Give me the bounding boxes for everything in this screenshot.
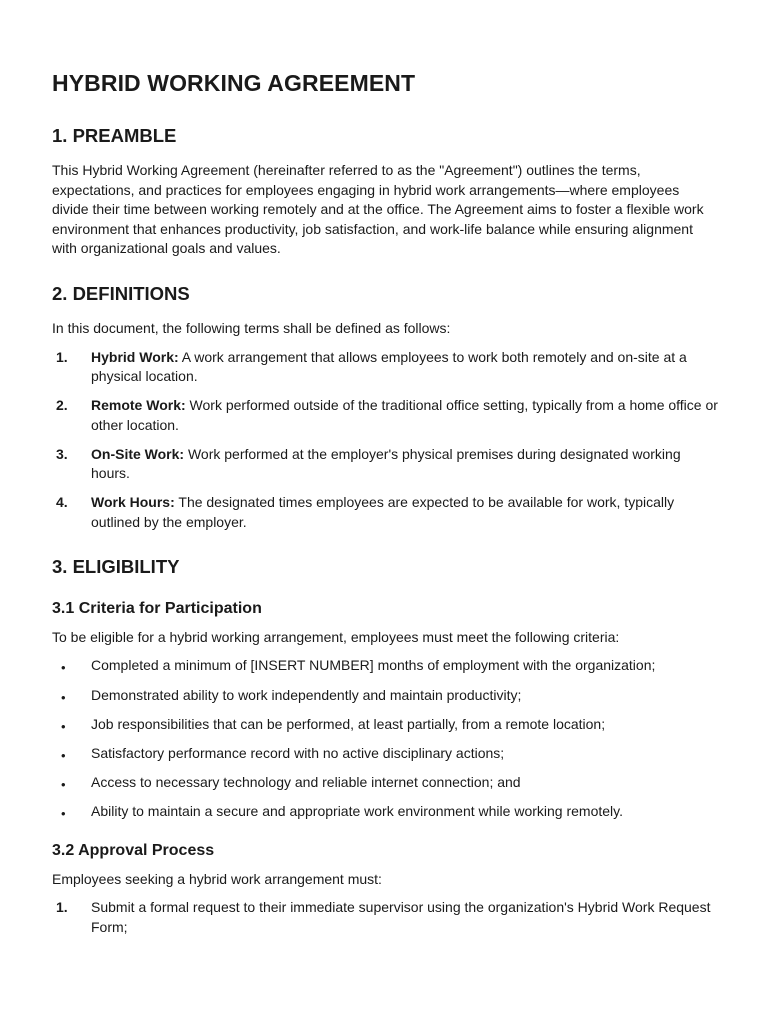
approval-intro: Employees seeking a hybrid work arrangement must: — [52, 870, 382, 887]
approval-heading: 3.2 Approval Process — [52, 841, 215, 859]
definition-text: Work performed outside of the traditional office setting, typically from a home office or other location. — [91, 397, 718, 433]
bullet-icon: • — [61, 660, 66, 676]
definition-item — [52, 348, 718, 387]
list-number: 1. — [56, 899, 68, 916]
list-number: 1. — [56, 348, 68, 365]
eligibility-heading: 3. ELIGIBILITY — [52, 555, 180, 577]
definition-term: Hybrid Work: — [91, 348, 179, 365]
definition-term: Remote Work: — [91, 397, 186, 414]
preamble-heading: 1. PREAMBLE — [52, 125, 177, 146]
preamble-text: This Hybrid Working Agreement (hereinafter referred to as the "Agreement") outlines the terms, expectations, and practices for employees engaging in hybrid work arrangements—where employees divide their time between working remotely and at the office. The Agreement aims to foster a flexible work environment that enhances productivity, job satisfaction, and work-life balance while ensuring alignment with organizational goals and values. — [52, 162, 704, 257]
criteria-heading: 3.1 Criteria for Participation — [52, 599, 262, 617]
definitions-heading: 2. DEFINITIONS — [52, 282, 190, 304]
criteria-text: Completed a minimum of [INSERT NUMBER] months of employment with the organization; — [91, 657, 656, 674]
document-title: HYBRID WORKING AGREEMENT — [52, 70, 416, 96]
criteria-text: Satisfactory performance record with no active disciplinary actions; — [91, 745, 505, 762]
eligibility-section — [52, 556, 718, 938]
list-item — [52, 802, 718, 822]
list-number: 3. — [56, 445, 68, 462]
definition-text: Work performed at the employer's physical premises during designated working hours. — [91, 445, 681, 482]
bullet-icon: • — [61, 806, 66, 822]
definition-item — [52, 493, 718, 532]
criteria-text: Access to necessary technology and reliable internet connection; and — [91, 774, 521, 791]
preamble-section — [52, 125, 718, 259]
definition-item — [52, 445, 718, 484]
definitions-intro: In this document, the following terms shall be defined as follows: — [52, 319, 451, 336]
definitions-list — [52, 348, 718, 533]
bullet-icon: • — [61, 689, 66, 705]
list-item — [52, 744, 718, 764]
criteria-text: Demonstrated ability to work independently and maintain productivity; — [91, 686, 522, 703]
criteria-text: Ability to maintain a secure and appropriate work environment while working remotely. — [91, 803, 623, 820]
list-item — [52, 656, 718, 676]
definition-item — [52, 396, 718, 435]
bullet-icon: • — [61, 748, 66, 764]
definition-text: A work arrangement that allows employees to work both remotely and on-site at a physical location. — [91, 348, 687, 385]
approval-list — [52, 898, 718, 937]
list-number: 4. — [56, 494, 68, 511]
list-item — [52, 773, 718, 793]
criteria-text: Job responsibilities that can be performed, at least partially, from a remote location; — [91, 715, 606, 732]
list-number: 2. — [56, 397, 68, 414]
list-item — [52, 686, 718, 706]
criteria-list — [52, 656, 718, 822]
bullet-icon: • — [61, 718, 66, 734]
definitions-section — [52, 283, 718, 556]
approval-step-text: Submit a formal request to their immediate supervisor using the organization's Hybrid Work Request Form; — [91, 899, 711, 935]
definition-text: The designated times employees are expected to be available for work, typically outlined by the employer. — [91, 494, 675, 530]
list-item — [52, 898, 718, 937]
criteria-intro: To be eligible for a hybrid working arrangement, employees must meet the following criteria: — [52, 628, 620, 645]
definition-term: Work Hours: — [91, 494, 175, 511]
bullet-icon: • — [61, 777, 66, 793]
list-item — [52, 715, 718, 735]
definition-term: On-Site Work: — [91, 445, 185, 462]
